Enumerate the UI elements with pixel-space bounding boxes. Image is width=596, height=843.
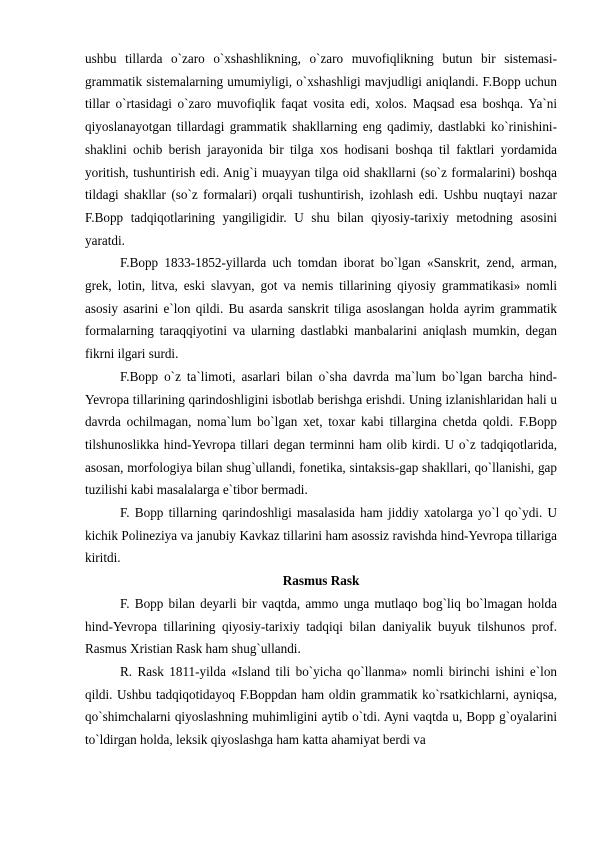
document-page	[85, 48, 557, 752]
paragraph: F. Bopp bilan deyarli bir vaqtda, ammo unga mutlaqo bog`liq bo`lmagan holda hind-Yevropa tillarining qiyosiy-tarixiy tadqiqi bilan daniyalik buyuk tilshunos prof. Rasmus Xristian Rask ham shug`ullandi.	[85, 595, 557, 657]
paragraph: F. Bopp tillarning qarindoshligi masalasida ham jiddiy xatolarga yo`l qo`ydi. U kichik Polineziya va janubiy Kavkaz tillarini ham asossiz ravishda hind-Yevropa tillariga kiritdi.	[85, 505, 557, 566]
paragraph: F.Bopp o`z ta`limoti, asarlari bilan o`sha davrda ma`lum bo`lgan barcha hind-Yevropa tillarining qarindoshligini isbotlab berishga erishdi. Uning izlanishlaridan hali u davrda ochilmagan, noma`lum bo`lgan xet, toxar kabi tillargina chetda qoldi. F.Bopp tilshunoslikka hind-Yevropa tillari degan terminni ham olib kirdi. U o`z tadqiqotlarida, asosan, morfologiya bilan shug`ullandi, fonetika, sintaksis-gap shakllari, qo`llanishi, gap tuzilishi kabi masalalarga e`tibor bermadi.	[85, 368, 557, 498]
section-heading: Rasmus Rask	[282, 573, 360, 589]
paragraph: ushbu tillarda o`zaro o`xshashlikning, o`zaro muvofiqlikning butun bir sistemasi-grammatik sistemalarning umumiyligi, o`xshashligi mavjudligi aniqlandi. F.Bopp uchun tillar o`rtasidagi o`zaro muvofiqlik faqat vosita edi, xolos. Maqsad esa boshqa. Ya`ni qiyoslanayotgan tillardagi grammatik shakllarning eng qadimiy, dastlabki ko`rinishini-shaklini ochib berish jarayonida bir tilga xos hodisani boshqa til faktlari yordamida yoritish, tushuntirish edi. Anig`i muayyan tilga oid shakllarni (so`z formalarini) boshqa tildagi shakllar (so`z formalari) orqali tushuntirish, izohlash edi. Ushbu nuqtayi nazar F.Bopp tadqiqotlarining yangiligidir. U shu bilan qiyosiy-tarixiy metodning asosini yaratdi.	[85, 51, 557, 248]
paragraph: F.Bopp 1833-1852-yillarda uch tomdan iborat bo`lgan «Sanskrit, zend, arman, grek, lotin, litva, eski slavyan, got va nemis tillarining qiyosiy grammatikasi» nomli asosiy asarini e`lon qildi. Bu asarda sanskrit tiliga asoslangan holda ayrim grammatik formalarning taraqqiyotini va ularning dastlabki manbalarini aniqlash mumkin, degan fikrni ilgari surdi.	[85, 255, 557, 362]
paragraph: R. Rask 1811-yilda «Island tili bo`yicha qo`llanma» nomli birinchi ishini e`lon qildi. Ushbu tadqiqotidayoq F.Boppdan ham oldin grammatik ko`rsatkichlarni, ayniqsa, qo`shimchalarni qiyoslashning muhimligini aytib o`tdi. Ayni vaqtda u, Bopp g`oyalarini to`ldirgan holda, leksik qiyoslashga ham katta ahamiyat berdi va	[85, 663, 557, 748]
